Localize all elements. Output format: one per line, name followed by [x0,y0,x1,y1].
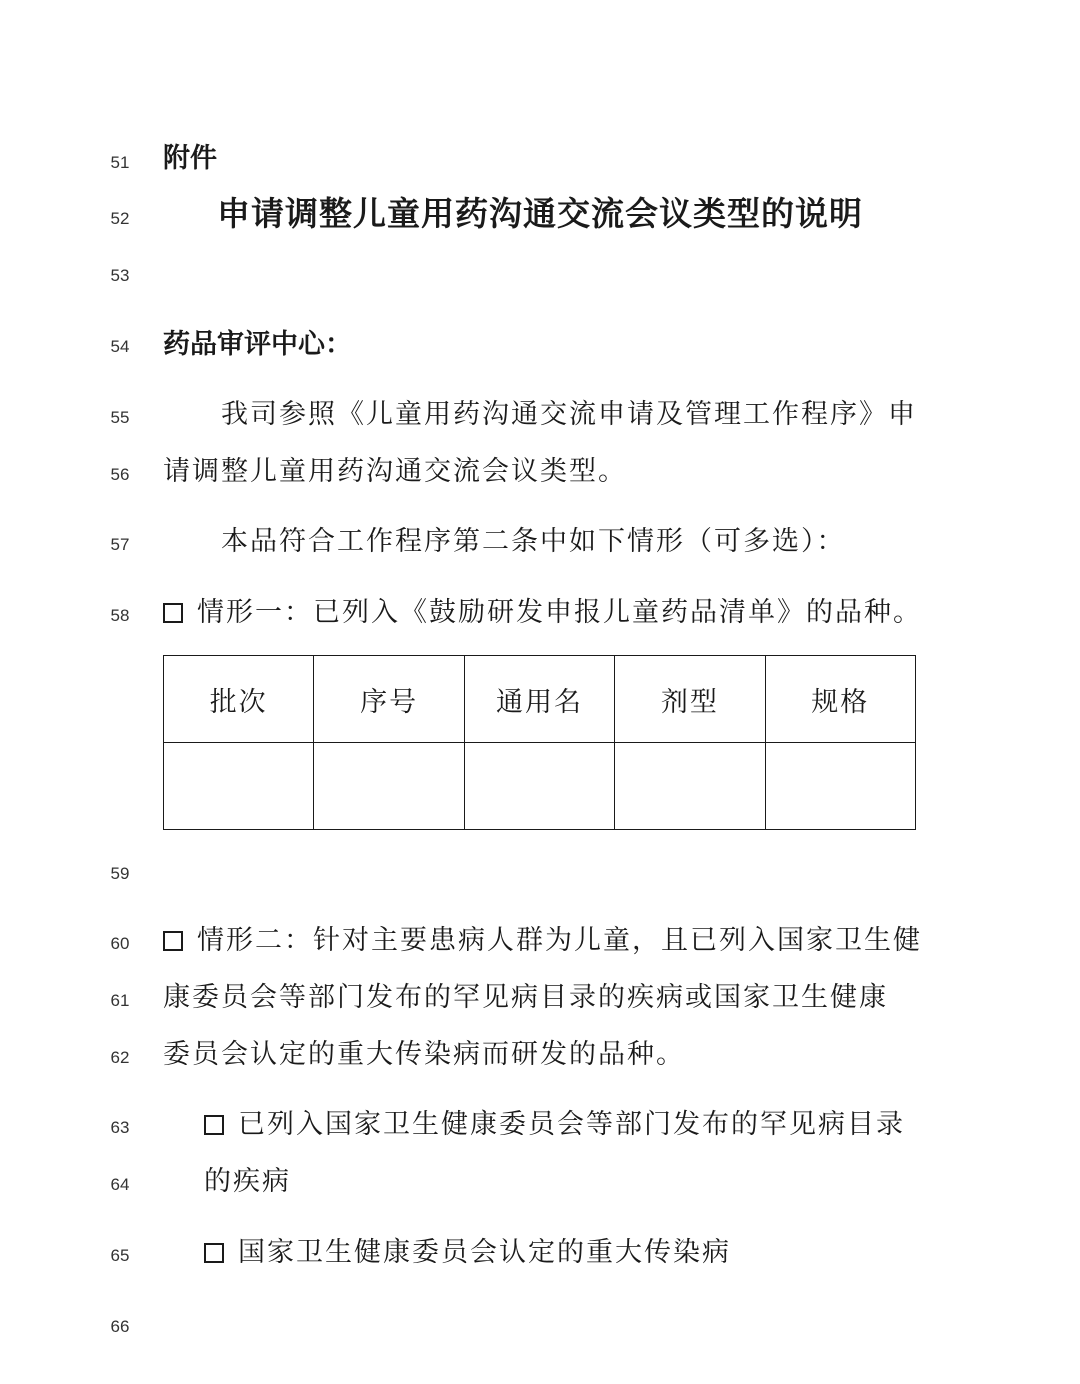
sub-option-1-line-1: 已列入国家卫生健康委员会等部门发布的罕见病目录 [238,1109,905,1140]
line-number: 65 [110,1246,130,1265]
line-number: 56 [110,465,130,484]
table-header-cell: 序号 [314,656,464,743]
option-1-text: 情形一：已列入《鼓励研发申报儿童药品清单》的品种。 [197,597,922,628]
option-2-line-1: 情形二：针对主要患病人群为儿童，且已列入国家卫生健 [197,925,922,956]
option-2-line-3: 委员会认定的重大传染病而研发的品种。 [163,1039,685,1070]
sub-option-2[interactable] [204,1235,731,1271]
addressee: 药品审评中心： [163,329,352,360]
line-number: 57 [110,535,130,554]
line-number: 63 [110,1118,130,1137]
table-row [164,743,916,830]
checkbox[interactable] [204,1243,224,1263]
checkbox[interactable] [204,1115,224,1135]
line-number: 64 [110,1175,130,1194]
table-cell[interactable] [314,743,464,830]
sub-option-1[interactable] [204,1107,905,1143]
table-cell[interactable] [765,743,915,830]
option-2-line-2: 康委员会等部门发布的罕见病目录的疾病或国家卫生健康 [163,982,888,1013]
table-header-cell: 批次 [164,656,314,743]
line-number: 52 [110,209,130,228]
checkbox[interactable] [163,603,183,623]
line-number: 51 [110,153,130,172]
table-cell[interactable] [164,743,314,830]
table-header-row [164,656,916,743]
line-number: 66 [110,1317,130,1336]
table-header-cell: 剂型 [615,656,765,743]
line-number: 60 [110,934,130,953]
sub-option-1-line-2: 的疾病 [204,1166,291,1197]
table-cell[interactable] [464,743,614,830]
table-cell[interactable] [615,743,765,830]
line-number: 59 [110,864,130,883]
table-header-cell: 通用名 [464,656,614,743]
document-title: 申请调整儿童用药沟通交流会议类型的说明 [217,194,863,233]
line-number: 62 [110,1048,130,1067]
paragraph-1-line-1: 我司参照《儿童用药沟通交流申请及管理工作程序》申 [221,399,917,430]
table-header-cell: 规格 [765,656,915,743]
paragraph-2: 本品符合工作程序第二条中如下情形（可多选）： [221,526,846,557]
line-number: 54 [110,337,130,356]
product-table [163,655,916,830]
line-number: 53 [110,266,130,285]
paragraph-1-line-2: 请调整儿童用药沟通交流会议类型。 [163,456,627,487]
option-1[interactable] [163,595,922,631]
line-number: 55 [110,408,130,427]
sub-option-2-text: 国家卫生健康委员会认定的重大传染病 [238,1237,731,1268]
line-number: 61 [110,991,130,1010]
option-2[interactable] [163,923,922,959]
line-number: 58 [110,606,130,625]
attachment-label: 附件 [163,143,217,174]
checkbox[interactable] [163,931,183,951]
